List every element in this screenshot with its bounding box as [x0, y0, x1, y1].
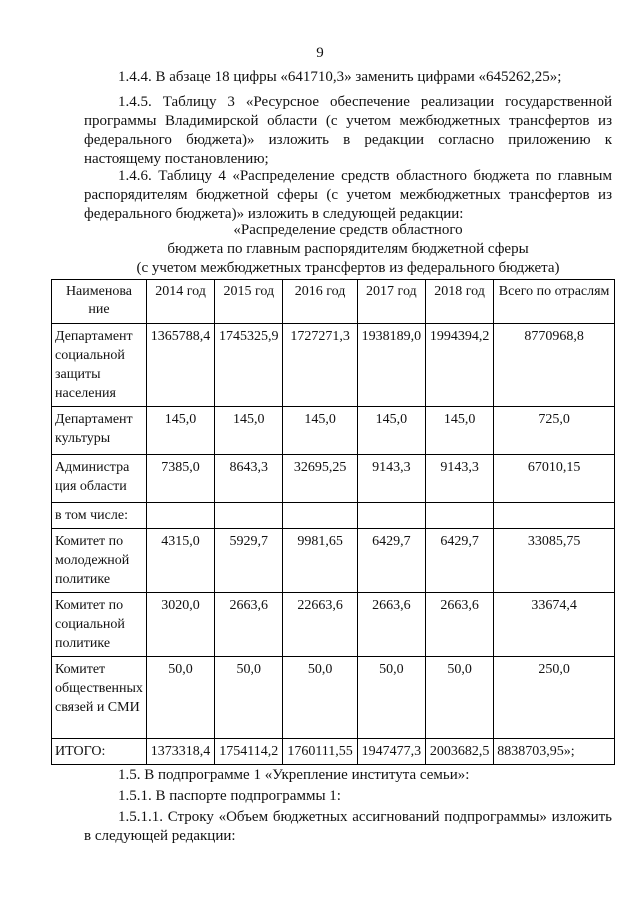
- table-row-total: [52, 739, 615, 765]
- cell: 1994394,2: [425, 324, 493, 407]
- row-name: ИТОГО:: [52, 739, 147, 765]
- paragraph-1-4-5: 1.4.5. Таблицу 3 «Ресурсное обеспечение реализации государственной программы Владимирской области (с учетом межбюджетных трансфертов из федерального бюджета)» изложить в редакции согласно приложению к настоящему постановлению;: [84, 94, 612, 167]
- cell: [146, 503, 214, 529]
- cell: 8643,3: [215, 455, 283, 503]
- header-2017: 2017 год: [357, 280, 425, 324]
- cell: 7385,0: [146, 455, 214, 503]
- cell: 1727271,3: [283, 324, 357, 407]
- cell: 67010,15: [494, 455, 615, 503]
- cell: 2663,6: [215, 593, 283, 657]
- row-name: Администра ция области: [52, 455, 147, 503]
- cell: [357, 503, 425, 529]
- table-row: [52, 529, 615, 593]
- cell: 50,0: [283, 657, 357, 739]
- page-number: 9: [316, 45, 324, 61]
- header-total: Всего по отраслям: [494, 280, 615, 324]
- cell: 3020,0: [146, 593, 214, 657]
- cell: 8838703,95»;: [494, 739, 615, 765]
- header-2015: 2015 год: [215, 280, 283, 324]
- cell: 6429,7: [425, 529, 493, 593]
- table-row: [52, 657, 615, 739]
- cell: 50,0: [425, 657, 493, 739]
- table-header-row: [52, 280, 615, 324]
- cell: 145,0: [357, 407, 425, 455]
- header-2018: 2018 год: [425, 280, 493, 324]
- row-name: в том числе:: [52, 503, 147, 529]
- row-name: Комитет по социальной политике: [52, 593, 147, 657]
- row-name: Комитет по молодежной политике: [52, 529, 147, 593]
- row-name: Комитет общественных связей и СМИ: [52, 657, 147, 739]
- cell: [494, 503, 615, 529]
- cell: 22663,6: [283, 593, 357, 657]
- cell: 1745325,9: [215, 324, 283, 407]
- cell: [425, 503, 493, 529]
- table-row: [52, 593, 615, 657]
- cell: 33674,4: [494, 593, 615, 657]
- cell: 32695,25: [283, 455, 357, 503]
- cell: 1760111,55: [283, 739, 357, 765]
- cell: 1938189,0: [357, 324, 425, 407]
- cell: 9143,3: [425, 455, 493, 503]
- cell: 5929,7: [215, 529, 283, 593]
- cell: 145,0: [146, 407, 214, 455]
- paragraph-1-5-1-1: 1.5.1.1. Строку «Объем бюджетных ассигнований подпрограммы» изложить в следующей редакции:: [84, 809, 612, 844]
- cell: 50,0: [357, 657, 425, 739]
- cell: 4315,0: [146, 529, 214, 593]
- header-2014: 2014 год: [146, 280, 214, 324]
- cell: 725,0: [494, 407, 615, 455]
- table-row: [52, 503, 615, 529]
- row-name: Департамент социальной защиты населения: [52, 324, 147, 407]
- paragraph-1-5: 1.5. В подпрограмме 1 «Укрепление института семьи»:: [118, 767, 470, 783]
- paragraph-1-4-4: 1.4.4. В абзаце 18 цифры «641710,3» заменить цифрами «645262,25»;: [118, 69, 562, 85]
- row-name: Департамент культуры: [52, 407, 147, 455]
- cell: 50,0: [146, 657, 214, 739]
- table-title-line-3: (с учетом межбюджетных трансфертов из федерального бюджета): [136, 260, 560, 276]
- cell: 6429,7: [357, 529, 425, 593]
- table-title-line-1: «Распределение средств областного: [233, 222, 463, 238]
- cell: 1754114,2: [215, 739, 283, 765]
- cell: 8770968,8: [494, 324, 615, 407]
- table-row: [52, 324, 615, 407]
- header-2016: 2016 год: [283, 280, 357, 324]
- cell: 9143,3: [357, 455, 425, 503]
- paragraph-1-5-1: 1.5.1. В паспорте подпрограммы 1:: [118, 788, 341, 804]
- cell: [283, 503, 357, 529]
- cell: 9981,65: [283, 529, 357, 593]
- table-row: [52, 455, 615, 503]
- cell: 50,0: [215, 657, 283, 739]
- table-title-line-2: бюджета по главным распорядителям бюджетной сферы: [167, 241, 529, 257]
- cell: 2663,6: [357, 593, 425, 657]
- budget-table: [51, 279, 615, 765]
- cell: 33085,75: [494, 529, 615, 593]
- header-name: Наименова ние: [52, 280, 147, 324]
- cell: 250,0: [494, 657, 615, 739]
- paragraph-1-4-6: 1.4.6. Таблицу 4 «Распределение средств областного бюджета по главным распорядителям бюджетной сферы (с учетом межбюджетных трансфертов из федерального бюджета)» изложить в следующей редакции:: [84, 168, 612, 222]
- cell: 1365788,4: [146, 324, 214, 407]
- cell: 2663,6: [425, 593, 493, 657]
- cell: 1947477,3: [357, 739, 425, 765]
- cell: 145,0: [215, 407, 283, 455]
- table-row: [52, 407, 615, 455]
- cell: 145,0: [283, 407, 357, 455]
- cell: 1373318,4: [146, 739, 214, 765]
- cell: [215, 503, 283, 529]
- cell: 145,0: [425, 407, 493, 455]
- cell: 2003682,5: [425, 739, 493, 765]
